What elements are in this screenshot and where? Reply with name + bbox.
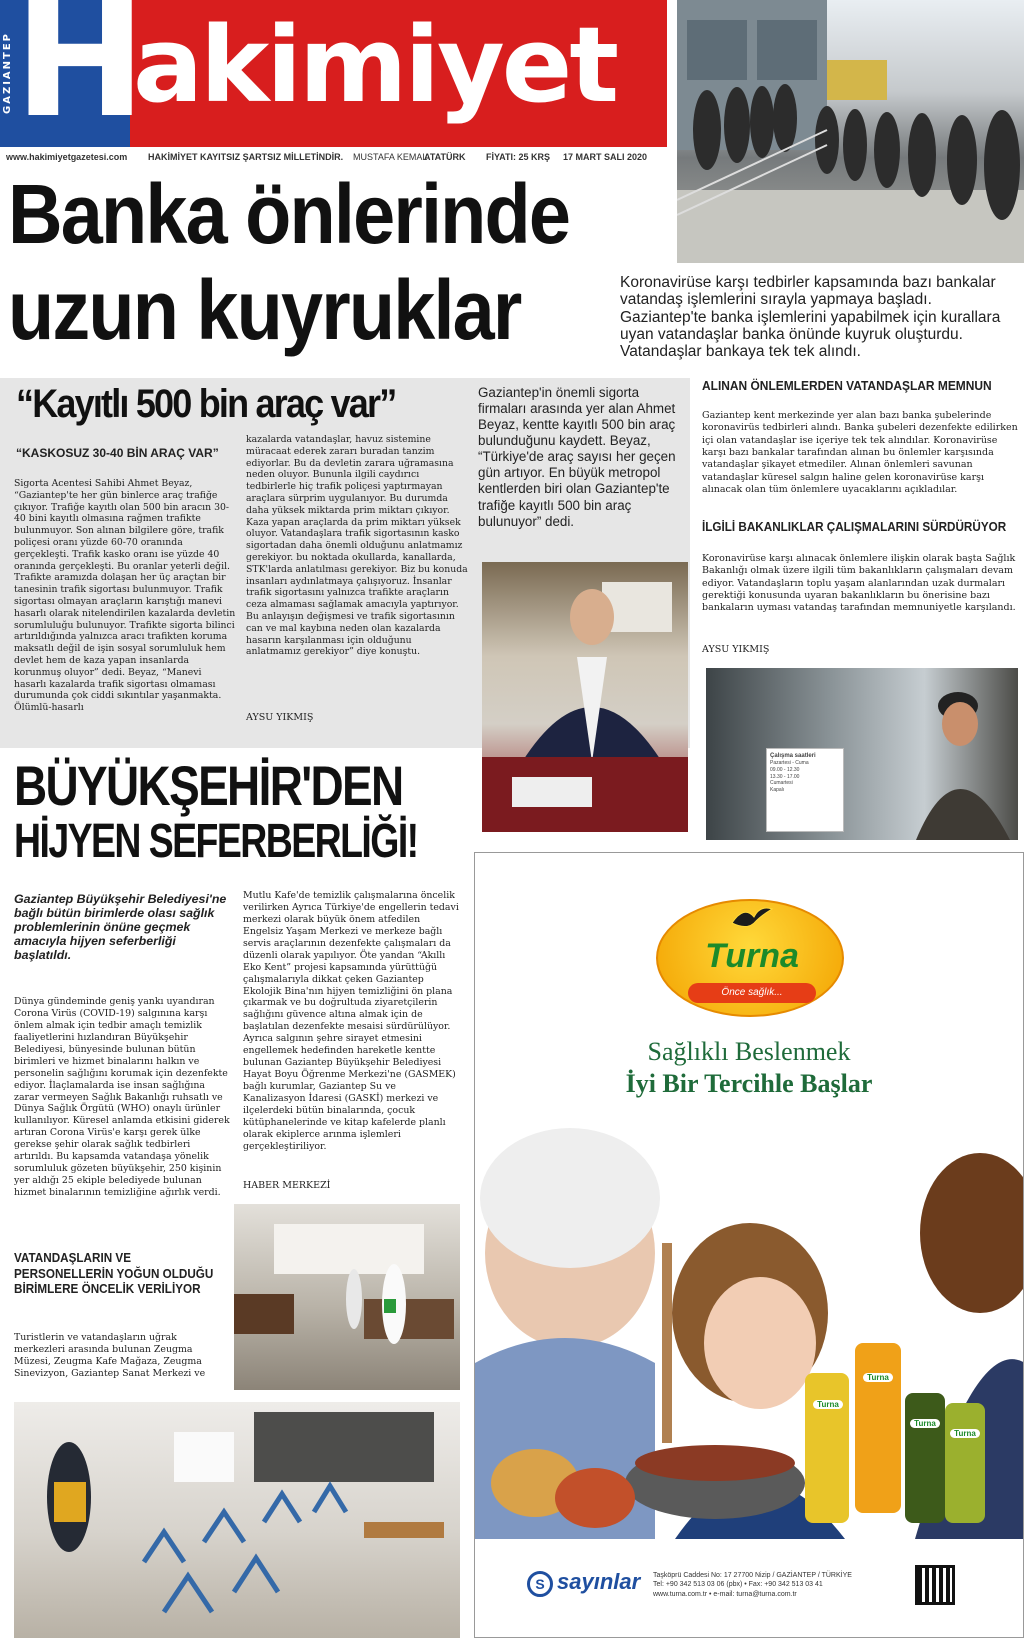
hijyen-col1: Dünya gündeminde geniş yankı uyandıran Corona Virüs (COVID-19) salgınına karşı önlem almak için tedbir amaçlı temizlik faaliyetlerini hızlandıran Büyükşehir Belediyesi, bünyesinde bulunan bütün birimleri ve hizmet binalarını halkın ve personelin sağlığını korumak için dezenfekte ediyor. İlaçlamalarda ise insan sağlığına zarar vermeyen Sağlık Bakanlığı ruhsatlı ve Dünya Sağlık Örgütü (WHO) onaylı ürünler kullanılıyor. Küresel anlamda etkisini giderek artıran Corona Virüs'e karşı gerek ülke gerekse şehir olarak sağlık tedbirleri artırıldı. Bu kapsamda vatandaşa yönelik sorumluluk gözeten büyükşehir, 250 kişinin yer aldığı 25 ekiple belediyede bulunan hizmet binalarının temizliğine ağırlık verdi.	[14, 996, 230, 1198]
door-sign-line: 13.30 - 17.00	[770, 773, 800, 780]
disinfection-classroom-illustration	[14, 1402, 460, 1638]
ad-family-illustration	[475, 1103, 1024, 1539]
hijyen-col2: Mutlu Kafe'de temizlik çalışmalarına öncelik verilirken Ayrıca Türkiye'de engellerin tedavi merkezi olarak büyük önem atfedilen Engelsiz Yaşam Merkezi ve merkeze bağlı servis araçlarının dezenfekte çalışmaları da düzenli olarak yapılıyor. Öte yandan “Akıllı Eko Kent” projesi kapsamında yürüttüğü çalışmalarıyla dikkat çeken Gaziantep Ekolojik Bina'nın hijyen temizliğini ön plana çıkarmak ve bu doğrultuda ziyaretçilerin sağlığını güvence altına almak için de başlatılan dezenfekte mesaisi sürdürülüyor. Ayrıca salgının şehre sirayet etmesini engellemek hedefinden hareketle kentte bulunan Gaziantep Büyükşehir Belediyesi Hayat Boyu Öğrenme Merkezi'ne (GASMEK) bağlı kurumlar, Gaziantep Su ve Kanalizasyon İdaresi (GASKİ) merkezi ve ilçelerdeki bütün binalarında, çocuk kütüphanelerinde ve kitap kafelerde planlı olarak ekiplerce arınma işlemleri gerçekleştiriliyor.	[243, 890, 459, 1152]
bank-door-photo	[706, 668, 1018, 840]
hijyen-col1b: Turistlerin ve vatandaşların uğrak merkezleri arasında bulunan Zeugma Müzesi, Zeugma Kafe Mağaza, Zeugma Sinevizyon, Gaziantep Sanat Merkezi ve	[14, 1332, 206, 1379]
arac-col2: kazalarda vatandaşlar, havuz sistemine müracaat ederek zararı buradan tanzim ediyorlar. Bu da devletin zarara uğramasına neden oluyor. Bununla ilgili caydırıcı tedbirlerle hiç trafik poliçesi yaptırmayan araçlara sürprim uygulanıyor. Bu durumda daha yüksek miktarda prim miktarı çıkıyor. Kaza yapan araçlarda da prim miktarı yüksek oluyor. Vatandaşlara trafik sigortasının kasko sigortadan daha önemli olduğunu anlatmamız gerekiyor. bu noktada okullarda, kanallarda, STK'larda anlatılması gerekiyor. Biz bu konuda insanları aydınlatmaya çalışıyoruz. İnsanlar trafik sigortasını yalnızca trafikte araçların ceza almaması sağlamak amacıyla yaptırıyor. Bu anlayışın değişmesi ve trafik sigortasının can ve mal kaybına neden olan kazalarda hasarın karşılanması için olduğunu anlatmamız gerekiyor” diye konuştu.	[246, 434, 468, 658]
main-lead: Koronavirüse karşı tedbirler kapsamında bazı bankalar vatandaş işlemlerini sırayla yapmaya başladı. Gaziantep'te banka işlemlerini yapabilmek için kurallara uyan vatandaşlar banka önünde kuyruk oluşturdu. Vatandaşlar bankaya tek tek alındı.	[620, 274, 1001, 361]
price: FİYATI: 25 KRŞ	[486, 152, 551, 162]
masthead-title-initial: H	[14, 0, 147, 153]
motto-author-surname: ATATÜRK	[424, 152, 466, 162]
arac-headline: “Kayıtlı 500 bin araç var”	[16, 382, 396, 426]
disinfection-office-photo	[234, 1204, 460, 1390]
sayinlar-logo-icon: S	[527, 1571, 553, 1597]
arac-col1: Sigorta Acentesi Sahibi Ahmet Beyaz, “Gaziantep'te her gün binlerce araç trafiğe çıkıyor. Trafiğe kayıtlı olan 500 bin aracın 30-40 bini kayıtlı olmasına rağmen trafikte bulunmuyor. Son alınan bilgilere göre, trafik poliçesi oranı yüzde 60-70 oranında gerçekleşti. Trafik kasko oranı ise yüzde 40 oranında gerçekleşti. Bu oranlar yeterli değil. Trafikte aramızda dolaşan her üç araçtan bir tanesinin trafik sigortası bulunmuyor. Trafik sigortası olmayan araçların karıştığı manevi hasarlı olarak nitelendirilen kazalarda devletin sorumluluğu bulunuyor. Trafikte sigorta bilinci artırıldığında yalnızca aracı trafikten koruma maksatlı değil de işin sosyal sorumluluk hem devlet hem de kaza yapan insanlarda korunmuş oluyor” dedi. Beyaz, “Manevi hasarlı kazalarda trafik sigortası olmaması durumunda çok ciddi sıkıntılar yaşanmakta. Ölümlü-hasarlı	[14, 478, 236, 714]
ahmet-beyaz-illustration	[482, 562, 688, 832]
ad-headline-line2: İyi Bir Tercihle Başlar	[625, 1069, 873, 1098]
ahmet-beyaz-photo	[482, 562, 688, 832]
door-sign-line: 09.00 - 12.30	[770, 766, 800, 773]
hijyen-subhead: VATANDAŞLARIN VE PERSONELLERİN YOĞUN OLDUĞU BİRİMLERE ÖNCELİK VERİLİYOR	[14, 1250, 214, 1297]
door-sign-line: Pazartesi - Cuma	[770, 760, 809, 767]
date: 17 MART SALI 2020	[563, 152, 648, 162]
motto-author-name: MUSTAFA KEMAL	[353, 152, 428, 162]
ad-headline-line1: Sağlıklı Beslenmek	[647, 1037, 851, 1066]
motto: HAKİMİYET KAYITSIZ ŞARTSIZ MİLLETİNDİR.	[148, 152, 344, 162]
bank-queue-photo	[677, 0, 1024, 263]
bottle-label: Turna	[910, 1419, 940, 1428]
website-link[interactable]: www.hakimiyetgazetesi.com	[6, 152, 128, 162]
door-sign-line: Kapalı	[770, 787, 785, 794]
turna-brand-name: Turna	[705, 937, 799, 975]
bottle-label: Turna	[813, 1400, 843, 1409]
arac-byline: AYSU YIKMIŞ	[246, 712, 314, 723]
bottle-label: Turna	[950, 1429, 980, 1438]
qr-code-icon[interactable]	[915, 1565, 955, 1605]
disinfection-office-illustration	[234, 1204, 460, 1390]
turna-logo-badge	[656, 899, 844, 1017]
hijyen-byline: HABER MERKEZİ	[243, 1180, 331, 1191]
right-byline: AYSU YIKMIŞ	[702, 644, 770, 655]
bank-queue-illustration	[677, 0, 1024, 263]
disinfection-classroom-photo	[14, 1402, 460, 1638]
address-line[interactable]: www.turna.com.tr • e-mail: turna@turna.com.tr	[653, 1590, 797, 1598]
address-line: Taşköprü Caddesi No: 17 27700 Nizip / GAZİANTEP / TÜRKİYE	[653, 1572, 852, 1579]
arac-subhead: “KASKOSUZ 30-40 BİN ARAÇ VAR”	[16, 446, 219, 460]
arac-pullquote: Gaziantep'in önemli sigorta firmaları arasında yer alan Ahmet Beyaz, kentte kayıtlı 500 bin araç bulunduğunu kaydett. Beyaz, “Türkiye'de araç sayısı her geçen gün artıyor. En büyük metropol kentlerden biri olan Gaziantep'te trafiğe kayıtlı 500 bin araç bulunuyor” dedi.	[478, 385, 676, 529]
masthead-city: GAZIANTEP	[2, 32, 13, 115]
right-headline2: İLGİLİ BAKANLIKLAR ÇALIŞMALARINI SÜRDÜRÜYOR	[702, 519, 1007, 534]
masthead-strap	[0, 149, 667, 169]
door-sign-line: Cumartesi	[770, 780, 793, 787]
turna-advertisement[interactable]	[474, 852, 1024, 1638]
right-text1: Gaziantep kent merkezinde yer alan bazı banka şubelerinde koronavirüs tedbirleri alındı. Banka şubeleri dezenfekte edilirken içi olan vatandaşlar ise içeriye tek tek alındılar. Koronavirüse karşı bazı bankalar tarafından alınan bu önlemler karşısında vatandaşlar şikayet etmediler. Alınan önlemleri savunan vatandaşlar küresel salgın haline gelen koronavirüse karşı alınacak olan tüm önlemlere uyacaklarını açıkladılar.	[702, 410, 1018, 496]
main-headline-line2: uzun kuyruklar	[8, 263, 521, 357]
man-at-door-illustration	[906, 668, 1018, 840]
right-text2: Koronavirüse karşı alınacak önlemlere ilişkin olarak başta Sağlık Bakanlığı olmak üzere ilgili tüm bakanlıkların çalışmaları devam ediyor. Vatandaşların toplu yaşam alanlarından uzak durmaları gerektiği konusunda uyaran bakanlıkların bu önerisine bazı bankaların uyması vatandaş tarafından memnuniyetle karşılandı.	[702, 553, 1016, 614]
address-line: Tel: +90 342 513 03 06 (pbx) • Fax: +90 342 513 03 41	[653, 1581, 823, 1589]
hijyen-headline-line2: HİJYEN SEFERBERLİĞİ!	[14, 815, 418, 868]
crane-bird-icon	[730, 903, 774, 933]
masthead-title: akimiyet	[133, 4, 617, 126]
door-sign-title: Çalışma saatleri	[770, 753, 816, 759]
main-headline-line1: Banka önlerinde	[8, 167, 570, 261]
hijyen-intro: Gaziantep Büyükşehir Belediyesi'ne bağlı bütün birimlerde olası sağlık problemlerinin önüne geçmek amacıyla hijyen seferberliği başlatıldı.	[14, 892, 227, 963]
company-name: sayınlar	[557, 1569, 641, 1594]
right-headline1: ALINAN ÖNLEMLERDEN VATANDAŞLAR MEMNUN	[702, 378, 992, 393]
door-sign	[766, 748, 844, 832]
ad-address	[653, 1571, 913, 1599]
bottle-label: Turna	[863, 1373, 893, 1382]
turna-tagline: Önce sağlık...	[688, 983, 816, 1003]
hijyen-headline-line1: BÜYÜKŞEHİR'DEN	[14, 754, 403, 817]
